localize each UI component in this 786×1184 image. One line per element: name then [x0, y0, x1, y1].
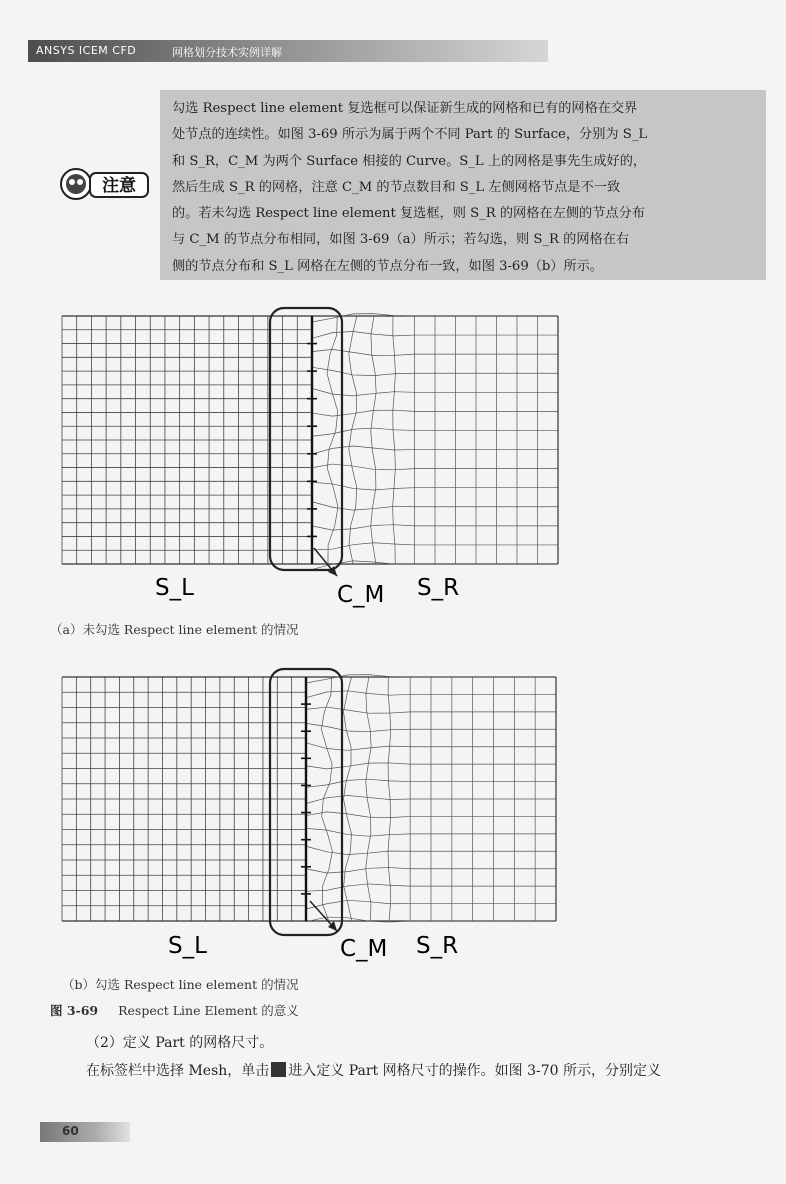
- note-line: 勾选 Respect line element 复选框可以保证新生成的网格和已有的网格在交界: [172, 101, 638, 116]
- mesh-line: [388, 677, 391, 921]
- note-line: 然后生成 S_R 的网格，注意 C_M 的节点数目和 S_L 左侧网格节点是不一致: [172, 179, 621, 195]
- page-number: 60: [62, 1124, 79, 1138]
- part-mesh-setup-icon: [271, 1062, 286, 1077]
- label-sl: S_L: [168, 933, 207, 959]
- figure-b-mesh: [50, 665, 580, 965]
- mesh-line: [371, 316, 376, 564]
- mesh-grid-left: [62, 316, 558, 564]
- section-paragraph: [86, 1060, 661, 1080]
- label-sr: S_R: [416, 933, 459, 959]
- label-cm: C_M: [340, 936, 388, 962]
- note-line: 的。若未勾选 Respect line element 复选框，则 S_R 的网格在左侧的节点分布: [172, 206, 645, 222]
- figure-a-caption: （a）未勾选 Respect line element 的情况: [50, 622, 299, 637]
- figure-b-caption: （b）勾选 Respect line element 的情况: [62, 977, 299, 992]
- paragraph-text-cont: 进入定义 Part 网格尺寸的操作。如图 3-70 所示，分别定义: [288, 1063, 661, 1079]
- note-line: 处节点的连续性。如图 3-69 所示为属于两个不同 Part 的 Surface，分别为 S_L: [172, 127, 648, 143]
- mesh-line: [327, 316, 338, 564]
- section-heading: （2）定义 Part 的网格尺寸。: [86, 1035, 274, 1051]
- curve-highlight-frame: [270, 308, 342, 570]
- note-line: 与 C_M 的节点分布相同，如图 3-69（a）所示；若勾选，则 S_R 的网格在右: [172, 232, 630, 248]
- mesh-grid-right: [312, 314, 558, 570]
- mesh-line: [343, 677, 351, 921]
- figure-caption-number: 图 3-69: [50, 1003, 99, 1018]
- mesh-line: [349, 316, 357, 564]
- note-badge-label: 注意: [102, 176, 136, 196]
- note-badge: [58, 160, 162, 210]
- header-banner: [0, 38, 560, 64]
- mesh-grid-right: [306, 675, 556, 922]
- note-line: 侧的节点分布和 S_L 网格在左侧的节点分布一致，如图 3-69（b）所示。: [172, 258, 604, 274]
- label-sl: S_L: [155, 575, 194, 601]
- paragraph-text: 在标签栏中选择 Mesh，单击: [86, 1063, 270, 1079]
- label-cm: C_M: [337, 582, 385, 608]
- label-sr: S_R: [417, 575, 460, 601]
- note-line: 和 S_R，C_M 为两个 Surface 相接的 Curve。S_L 上的网格是事先生成好的，: [172, 153, 647, 169]
- mesh-line: [393, 316, 396, 564]
- header-logo: ANSYS ICEM CFD: [36, 44, 137, 57]
- warning-icon: [61, 169, 91, 199]
- figure-caption: [50, 1001, 299, 1019]
- page-number-band: [40, 1122, 130, 1142]
- figure-caption-text: Respect Line Element 的意义: [118, 1003, 299, 1018]
- header-title: 网格划分技术实例详解: [172, 46, 282, 59]
- note-text: [172, 96, 758, 280]
- figure-a-mesh: [50, 300, 580, 610]
